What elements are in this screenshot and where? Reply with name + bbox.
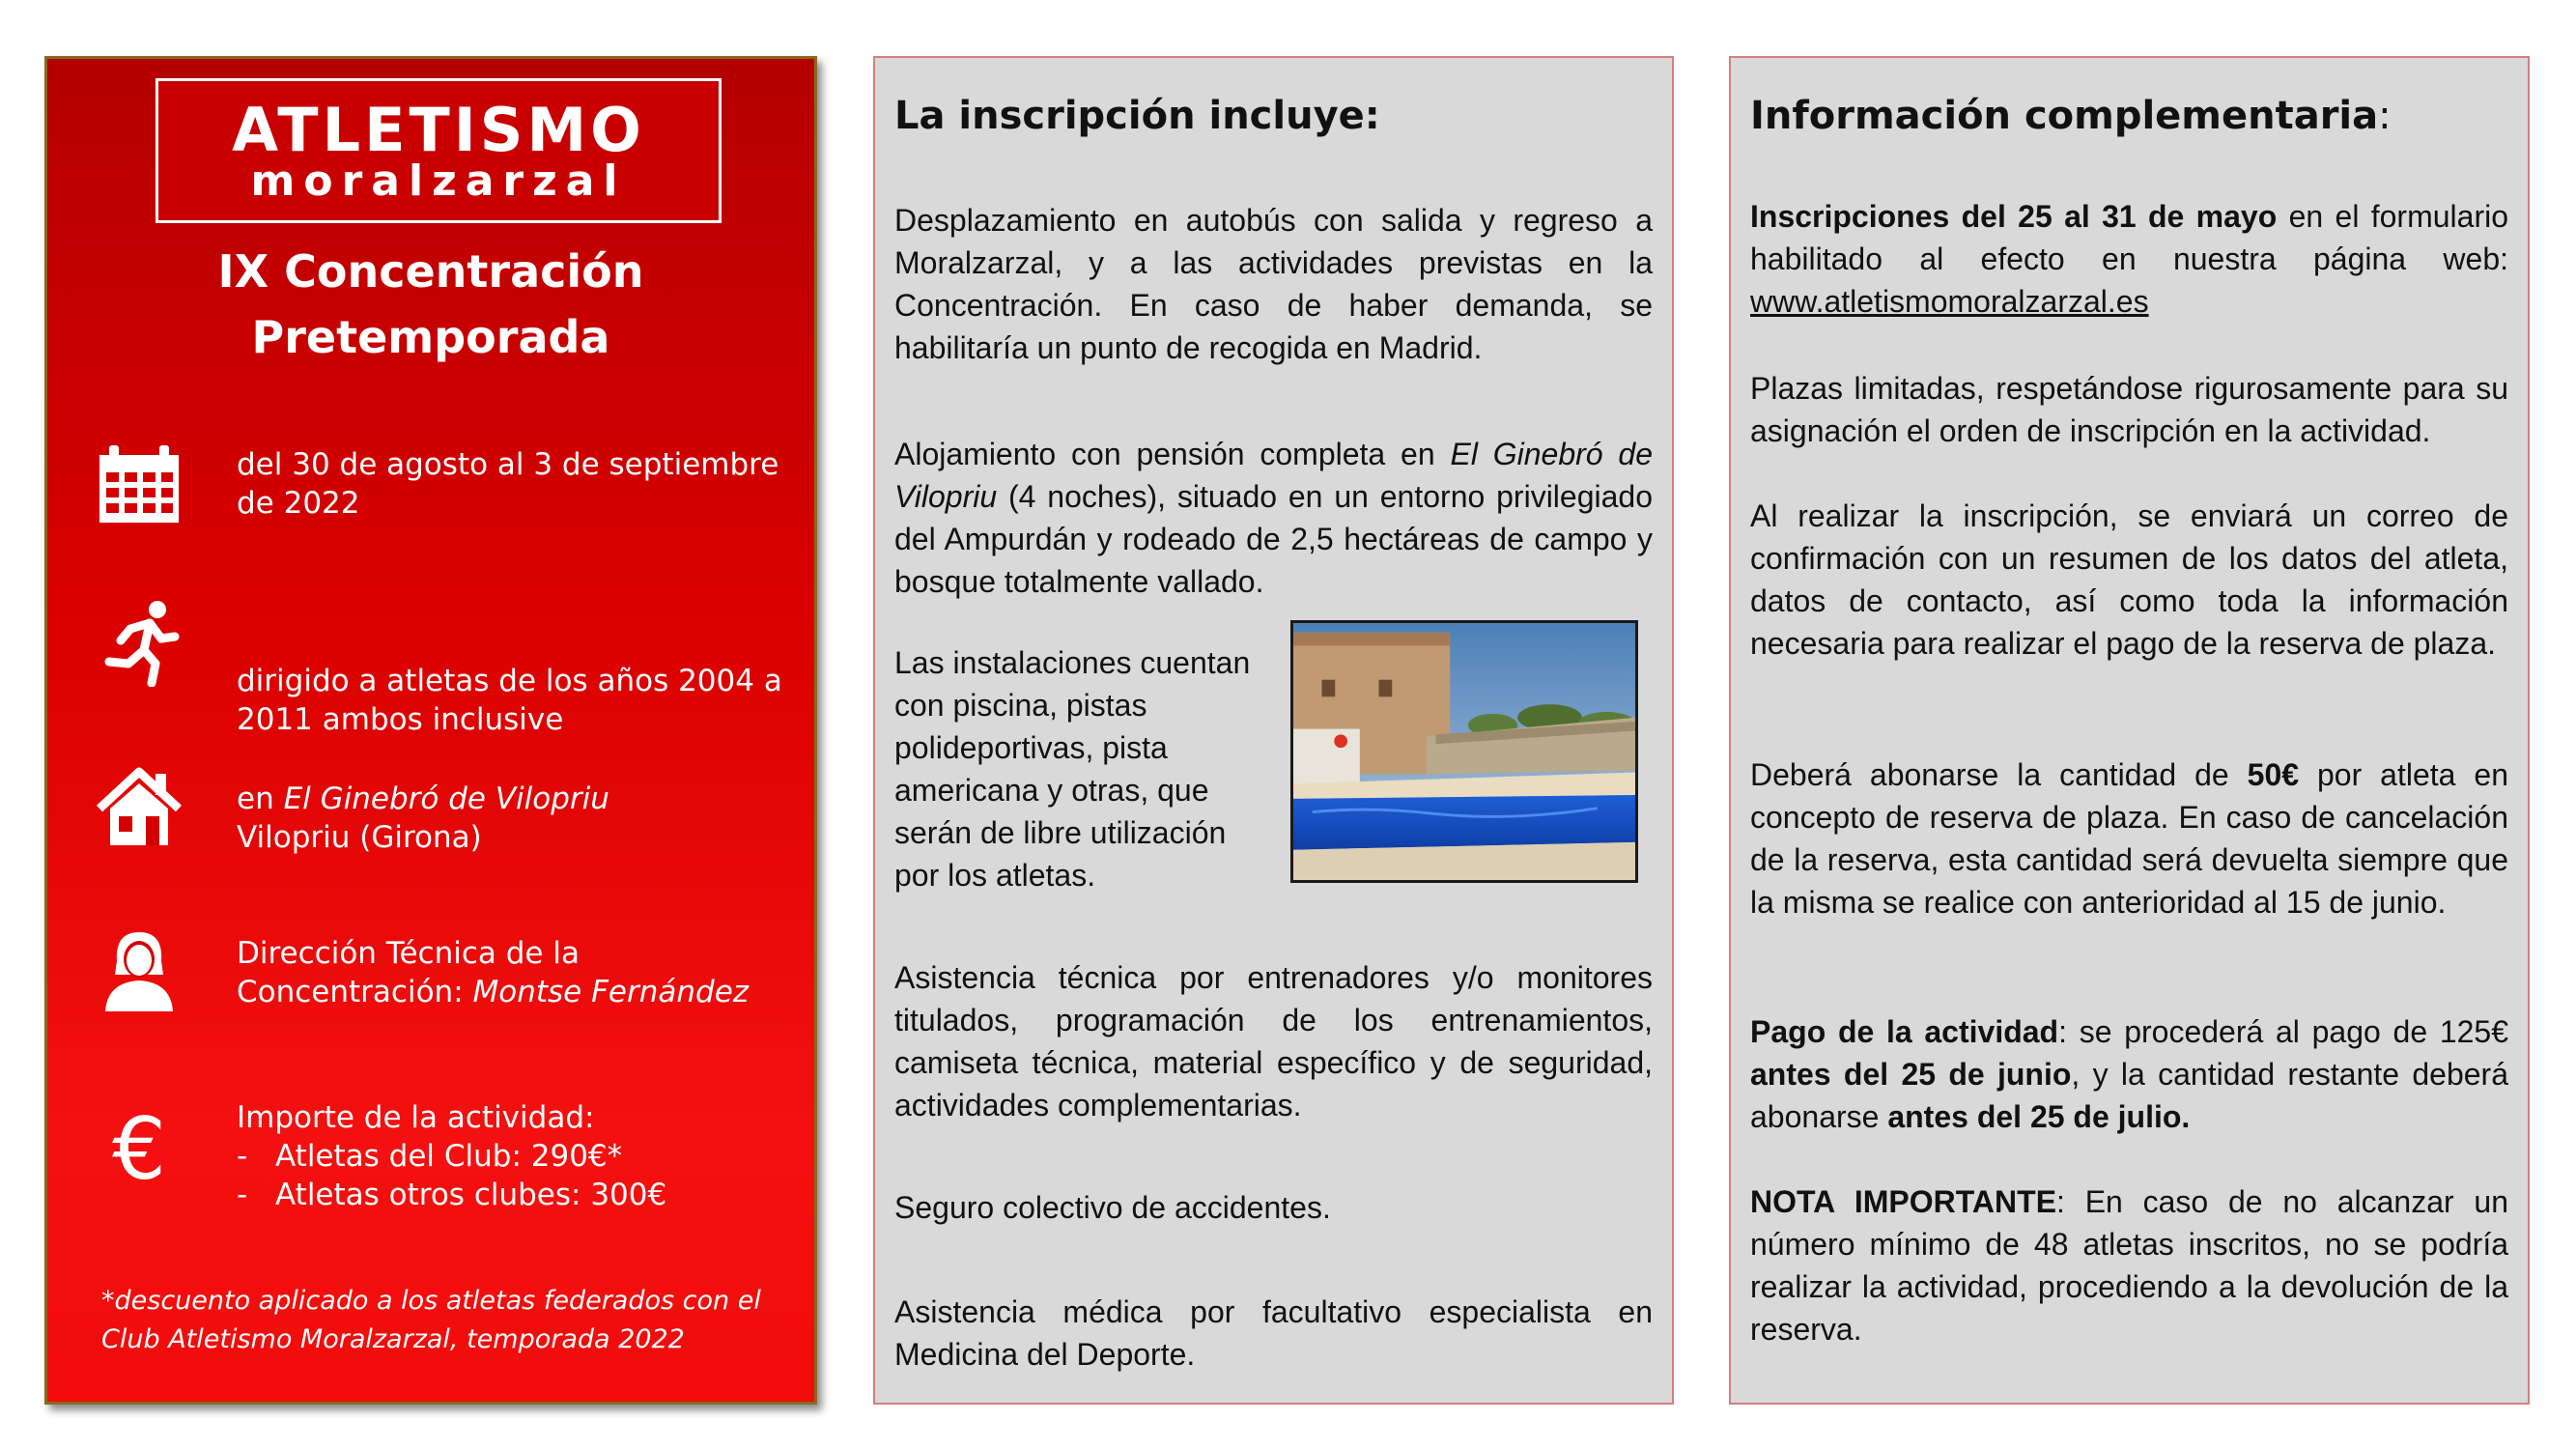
confirmation-para: Al realizar la inscripción, se enviará un correo de confirmación con un resumen de los datos del atleta, datos de contacto, así como toda la información necesaria para realizar el pago de la reserva de plaza.	[1750, 498, 2508, 661]
lodging-text-a: Alojamiento con pensión completa en	[894, 437, 1451, 471]
location-text	[237, 780, 807, 857]
pool-photo	[1290, 620, 1638, 883]
event-title-line-2: Pretemporada	[251, 311, 610, 363]
runner-icon	[96, 600, 183, 687]
includes-facilities: Las instalaciones cuentan con piscina, pistas polideportivas, pista americana y otras, que serán de libre utilización por los atletas.	[894, 645, 1251, 893]
payment-text-a: : se procederá al pago de 125€	[2058, 1014, 2509, 1049]
payment-label: Pago de la actividad	[1750, 1014, 2059, 1049]
complementary-title-text: Información complementaria	[1750, 94, 2379, 138]
registration-dates: Inscripciones del 25 al 31 de mayo	[1750, 199, 2278, 234]
club-logo	[156, 78, 722, 223]
fee-text-a: Deberá abonarse la cantidad de	[1750, 757, 2248, 792]
important-note-label: NOTA IMPORTANTE	[1750, 1184, 2057, 1219]
complementary-title-colon: :	[2378, 94, 2392, 138]
includes-lodging	[894, 433, 1653, 603]
lodging-place: El Ginebró de Vilopriu	[894, 437, 1654, 514]
location-name: El Ginebró de Vilopriu	[283, 781, 609, 816]
limited-places-para: Plazas limitadas, respetándose rigurosamente para su asignación el orden de inscripción en la actividad.	[1750, 371, 2508, 448]
discount-note: *descuento aplicado a los atletas federados con el Club Atletismo Moralzarzal, temporada 2022	[101, 1286, 761, 1354]
lodging-text-b: (4 noches), situado en un entorno privilegiado del Ampurdán y rodeado de 2,5 hectáreas de campo y bosque totalmente vallado.	[894, 479, 1653, 599]
location-prefix: en	[237, 781, 284, 816]
house-icon	[96, 764, 183, 851]
payment-para	[1750, 1010, 2508, 1138]
dates-text: del 30 de agosto al 3 de septiembre de 2022	[237, 447, 779, 521]
director-name: Montse Fernández	[472, 975, 750, 1009]
direction-prefix: Concentración:	[237, 975, 473, 1009]
important-note-para	[1750, 1180, 2508, 1350]
payment-text-b: , y la cantidad restante deberá abonarse	[1750, 1057, 2509, 1134]
includes-technical: Asistencia técnica por entrenadores y/o monitores titulados, programación de los entrenamientos, camiseta técnica, material específico y de seguridad, actividades complementarias.	[894, 960, 1653, 1122]
includes-panel	[873, 56, 1674, 1405]
calendar-icon	[96, 441, 183, 528]
event-summary-panel	[44, 56, 817, 1405]
event-title	[47, 239, 814, 370]
includes-transport: Desplazamiento en autobús con salida y regreso a Moralzarzal, y a las actividades previstas en la Concentración. En caso de haber demanda, se habilitaría un punto de recogida en Madrid.	[894, 203, 1653, 365]
location-city: Vilopriu (Girona)	[237, 820, 482, 855]
woman-icon	[96, 926, 183, 1013]
includes-insurance: Seguro colectivo de accidentes.	[894, 1190, 1331, 1225]
direction-line-1: Dirección Técnica de la	[237, 936, 580, 971]
audience-text: dirigido a atletas de los años 2004 a 2011 ambos inclusive	[237, 664, 782, 737]
logo-line-1: ATLETISMO	[232, 95, 645, 165]
event-title-line-1: IX Concentración	[217, 245, 644, 298]
direction-text	[237, 934, 807, 1011]
registration-text: en el formulario habilitado al efecto en nuestra página web:	[1750, 199, 2509, 276]
price-title: Importe de la actividad:	[237, 1100, 595, 1135]
euro-icon: €	[112, 1099, 166, 1199]
registration-dates-para	[1750, 195, 2508, 323]
website-link[interactable]: www.atletismomoralzarzal.es	[1750, 284, 2149, 319]
logo-line-2: moralzarzal	[250, 156, 627, 206]
price-club: Atletas del Club: 290€*	[275, 1139, 623, 1174]
payment-deadline-1: antes del 25 de junio	[1750, 1057, 2072, 1092]
includes-medical: Asistencia médica por facultativo especialista en Medicina del Deporte.	[894, 1294, 1653, 1372]
complementary-title	[1750, 89, 2392, 143]
includes-title: La inscripción incluye:	[894, 94, 1380, 138]
fee-text-b: por atleta en concepto de reserva de plaza. En caso de cancelación de la reserva, esta cantidad será devuelta siempre que la misma se realice con anterioridad al 15 de junio.	[1750, 757, 2509, 920]
price-text: Importe de la actividad: - Atletas del Club: 290€* - Atletas otros clubes: 300€	[237, 1098, 807, 1214]
price-other: Atletas otros clubes: 300€	[275, 1178, 667, 1212]
reservation-fee-para	[1750, 753, 2508, 923]
complementary-info-panel	[1729, 56, 2530, 1405]
important-note-text: : En caso de no alcanzar un número mínimo de 48 atletas inscritos, no se podría realizar la actividad, procediendo a la devolución de la reserva.	[1750, 1184, 2509, 1347]
fee-amount: 50€	[2247, 757, 2300, 792]
payment-deadline-2: antes del 25 de julio.	[1887, 1099, 2191, 1134]
